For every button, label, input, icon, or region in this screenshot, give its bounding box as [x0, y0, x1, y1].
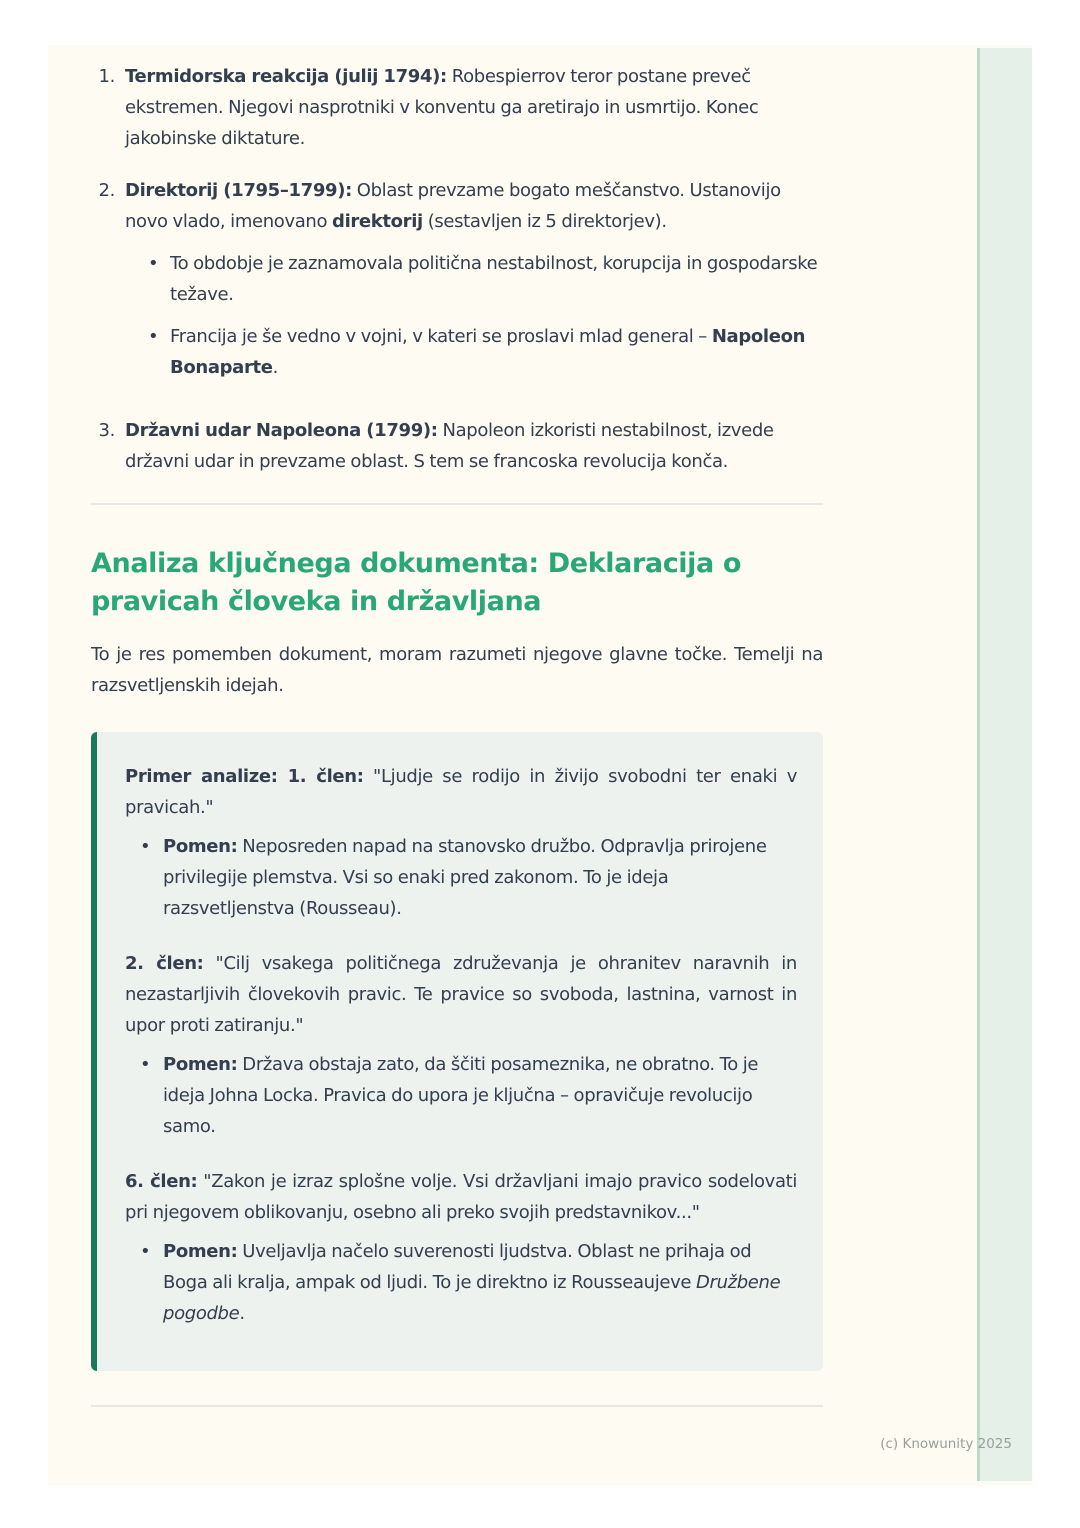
- document-page: [48, 45, 1032, 1485]
- bullet-dot: •: [140, 836, 151, 857]
- bullet-text: Pomen: Neposreden napad na stanovsko družbo. Odpravlja prirojene privilegije plemstva. Vsi so enaki pred zakonom. To je ideja razsvetljenstva (Rousseau).: [163, 836, 767, 919]
- right-accent-bar: [977, 48, 1032, 1481]
- bottom-divider: [91, 1405, 823, 1407]
- callout-block: [125, 1166, 797, 1329]
- list-item-text: Termidorska reakcija (julij 1794): Robespierrov teror postane preveč ekstremen. Njegovi nasprotniki v konventu ga aretirajo in usmrtijo. Konec jakobinske diktature.: [125, 66, 759, 149]
- list-item: [91, 61, 823, 154]
- section-heading: Analiza ključnega dokumenta: Deklaracija o pravicah človeka in državljana: [91, 548, 741, 617]
- list-item-body: [125, 175, 823, 394]
- list-item-text: Državni udar Napoleona (1799): Napoleon izkoristi nestabilnost, izvede državni udar in prevzame oblast. S tem se francoska revolucija konča.: [125, 420, 774, 472]
- callout-block: [125, 948, 797, 1142]
- bullet-dot: •: [140, 1241, 151, 1262]
- bullet-dot: •: [140, 1054, 151, 1075]
- list-item-body: [125, 415, 823, 477]
- list-item-number: 2.: [98, 180, 115, 201]
- list-item-number: 1.: [98, 66, 115, 87]
- bullet-item: [140, 1236, 797, 1329]
- bullet-text: Pomen: Država obstaja zato, da ščiti posameznika, ne obratno. To je ideja Johna Locka. Pravica do upora je ključna – opravičuje revolucijo samo.: [163, 1054, 759, 1137]
- callout-paragraph: 6. člen: "Zakon je izraz splošne volje. Vsi državljani imajo pravico sodelovati pri njegovem oblikovanju, osebno ali preko svojih predstavnikov...": [125, 1171, 797, 1223]
- list-item-text: Direktorij (1795–1799): Oblast prevzame bogato meščanstvo. Ustanovijo novo vlado, imenovano direktorij (sestavljen iz 5 direktorjev).: [125, 180, 781, 232]
- section-divider: [91, 503, 823, 505]
- list-item-body: [125, 61, 823, 154]
- bullet-item: [140, 1049, 797, 1142]
- callout-paragraph: 2. člen: "Cilj vsakega političnega združevanja je ohranitev naravnih in nezastarljivih človekovih pravic. Te pravice so svoboda, lastnina, varnost in upor proti zatiranju.": [125, 953, 797, 1036]
- bullet-dot: •: [148, 253, 159, 274]
- list-item: [91, 415, 823, 477]
- bullet-text: Pomen: Uveljavlja načelo suverenosti ljudstva. Oblast ne prihaja od Boga ali kralja, ampak od ljudi. To je direktno iz Rousseaujeve Družbene pogodbe.: [163, 1241, 781, 1324]
- section-intro: To je res pomemben dokument, moram razumeti njegove glavne točke. Temelji na razsvetljenskih idejah.: [91, 644, 823, 696]
- callout-paragraph: Primer analize: 1. člen: "Ljudje se rodijo in živijo svobodni ter enaki v pravicah.": [125, 766, 798, 818]
- bullet-item: [148, 321, 823, 383]
- footer-copyright: (c) Knowunity 2025: [880, 1436, 1012, 1452]
- list-item-number: 3.: [98, 420, 115, 441]
- sub-bullet-list: [125, 248, 823, 383]
- bullet-text: To obdobje je zaznamovala politična nestabilnost, korupcija in gospodarske težave.: [170, 253, 818, 305]
- page-content: [91, 45, 823, 1407]
- bullet-dot: •: [148, 326, 159, 347]
- revolution-end-numbered-list: [91, 45, 823, 477]
- callout-block: [125, 761, 797, 924]
- bullet-item: [148, 248, 823, 310]
- analysis-callout: [91, 732, 823, 1371]
- bullet-item: [140, 831, 797, 924]
- list-item: [91, 175, 823, 394]
- bullet-text: Francija je še vedno v vojni, v kateri se proslavi mlad general – Napoleon Bonaparte.: [170, 326, 806, 378]
